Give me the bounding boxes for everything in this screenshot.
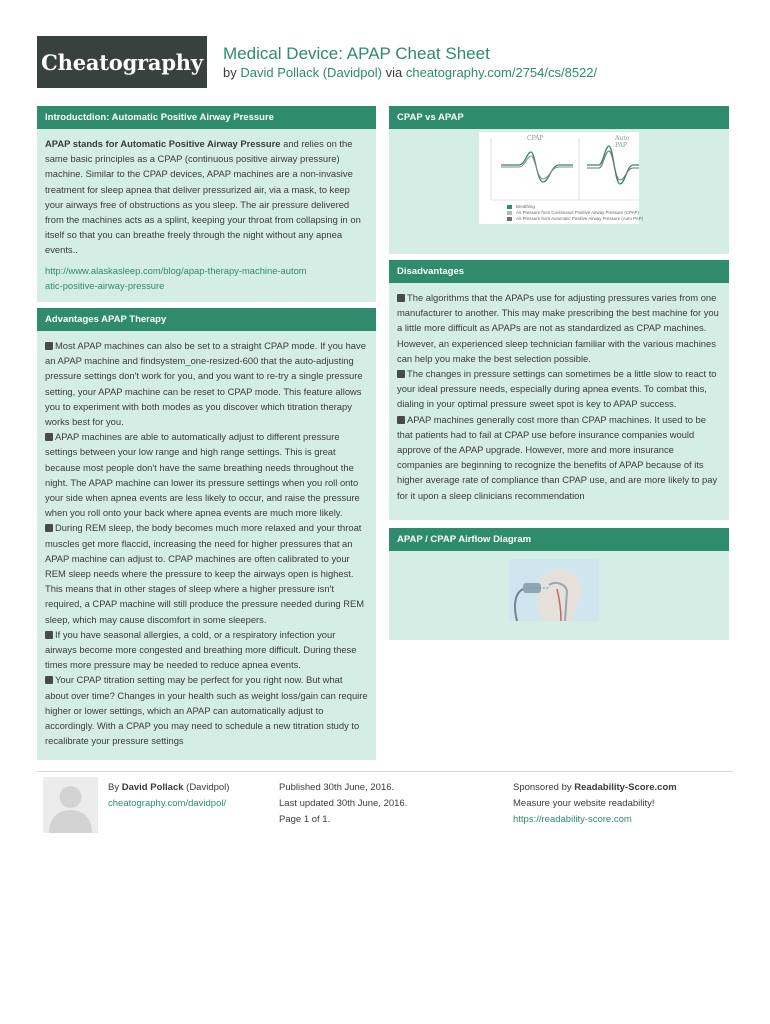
footer-publish-info	[279, 780, 407, 828]
bullet-icon	[45, 342, 53, 350]
intro-heading: Introductdion: Automatic Positive Airway Pressure	[37, 106, 376, 129]
legend-item: Breathing	[507, 204, 535, 209]
logo-text: Cheatography	[41, 49, 203, 75]
list-item: APAP machines are able to automatically adjust to different pressure settings between your low range and high range settings. This is great because most people don't have the same breathing needs throughout the night. The APAP machine can lower its pressure settings when you roll onto your side when apnea events are less likely to occur, and raise the pressure when you roll onto your back where apnea events are much more likely.	[45, 431, 360, 519]
legend-item: Air Pressure from Continuous Positive Airway Pressure (CPAP)	[507, 210, 639, 215]
cpap-vs-apap-section	[389, 106, 729, 254]
advantages-heading: Advantages APAP Therapy	[37, 308, 376, 331]
byline	[223, 65, 597, 80]
airflow-diagram-image	[509, 559, 599, 621]
list-item: Your CPAP titration setting may be perfect for you right now. But what about over time? Changes in your health such as weight loss/gain can require higher or lower settings, which an APAP can automatically adjust to accordingly. With a CPAP you may need to schedule a new titration study to recalibrate your pressure settings	[45, 674, 368, 747]
via-text: via	[385, 65, 403, 80]
legend-swatch	[507, 217, 512, 221]
disadvantages-heading: Disadvantages	[389, 260, 729, 283]
chart-left-title: CPAP	[527, 135, 544, 142]
intro-body	[37, 129, 376, 299]
pressure-comparison-figure	[479, 132, 644, 224]
updated-date: Last updated 30th June, 2016.	[279, 798, 408, 809]
list-item: If you have seasonal allergies, a cold, or a respiratory infection your airways become more congested and breathing more difficult. During these times more pressure may be needed to reduce apnea events.	[45, 628, 357, 671]
by-prefix: by	[223, 65, 237, 80]
footer-author-name: David Pollack	[121, 782, 184, 793]
footer-divider	[37, 771, 733, 772]
footer-sponsor	[513, 780, 677, 828]
advantages-section	[37, 308, 376, 760]
bullet-icon	[397, 416, 405, 424]
author-link[interactable]: David Pollack (Davidpol)	[240, 65, 382, 80]
airflow-heading: APAP / CPAP Airflow Diagram	[389, 528, 729, 551]
list-item: The algorithms that the APAPs use for adjusting pressures varies from one manufacturer to another. This may make prescribing the best machine for you a little more difficult as APAPs are not as standardized as CPAP machines. However, an experienced sleep technician familiar with the various machines can help you make the best selection possible.	[397, 292, 719, 364]
list-item: The changes in pressure settings can sometimes be a little slow to react to your ideal pressure needs, especially during apnea events. To combat this, dialing in your optimal pressure sweet spot is key to APAP success.	[397, 368, 717, 410]
intro-text: and relies on the same basic principles as a CPAP (continuous positive airway pressure) machine. Similar to the CPAP devices, APAP machines are a non-invasive treatment for sleep apnea that deliver pressurized air, via a mask, to keep your airways free of obstructions as you sleep. The air pressure delivered from the machines acts as a splint, keeping your throat from collapsing in on itself so that you can breathe freely through the night without any apnea events..	[45, 138, 361, 256]
bullet-icon	[45, 676, 53, 684]
footer-by-label: By	[108, 782, 120, 793]
sponsor-name: Readability-Score.com	[574, 782, 677, 793]
footer-author-link[interactable]: cheatography.com/davidpol/	[108, 798, 227, 809]
intro-section	[37, 106, 376, 302]
sheet-url-link[interactable]: cheatography.com/2754/cs/8522/	[405, 65, 598, 80]
disadvantages-section	[389, 260, 729, 520]
cheatography-logo[interactable]	[37, 36, 207, 88]
footer-author	[108, 780, 229, 812]
sponsor-label: Sponsored by	[513, 782, 572, 793]
intro-lead: APAP stands for Automatic Positive Airway Pressure	[45, 138, 281, 149]
list-item: Most APAP machines can also be set to a straight CPAP mode. If you have an APAP machine and findsystem_one-resized-600 that the auto-adjusting pressure settings don't work for you, and you want to re-try a single pressure setting, your APAP machine can be reset to CPAP mode. This feature allows you to experiment with both modes as you discover which titration therapy works best for you.	[45, 340, 366, 428]
bullet-icon	[45, 631, 53, 639]
author-avatar[interactable]	[43, 777, 98, 833]
airflow-section	[389, 528, 729, 640]
chart-right-title: Auto PAP	[615, 135, 630, 149]
cpap-vs-apap-heading: CPAP vs APAP	[389, 106, 729, 129]
published-date: Published 30th June, 2016.	[279, 782, 395, 793]
legend-swatch	[507, 205, 512, 209]
intro-source-link[interactable]: http://www.alaskasleep.com/blog/apap-therapy-machine-automatic-positive-airway-pressure	[45, 264, 307, 291]
sponsor-link[interactable]: https://readability-score.com	[513, 814, 632, 825]
bullet-icon	[397, 370, 405, 378]
page-title: Medical Device: APAP Cheat Sheet	[223, 44, 490, 63]
footer-author-handle: (Davidpol)	[186, 782, 230, 793]
bullet-icon	[45, 433, 53, 441]
sponsor-tagline: Measure your website readability!	[513, 798, 655, 809]
bullet-icon	[397, 294, 405, 302]
avatar-silhouette-icon	[43, 777, 98, 833]
legend-item: Air Pressure from Automatic Positive Airway Pressure (Auto PAP)	[507, 216, 643, 221]
bullet-icon	[45, 524, 53, 532]
page-count: Page 1 of 1.	[279, 814, 331, 825]
list-item: APAP machines generally cost more than CPAP machines. It used to be that patients had to fail at CPAP use before insurance companies would approve of the APAP upgrade. However, more and more insurance companies are beginning to recognize the benefits of APAP because of its higher average rate of compliance than CPAP use, and are more likely to pay for it upon a sleep clinicians recommendation	[397, 413, 718, 501]
list-item: During REM sleep, the body becomes much more relaxed and your throat muscles get more flaccid, increasing the need for higher pressures that an APAP machine can adjust to. CPAP machines are often calibrated to your REM sleep needs where the pressure to keep the airways open is highest. This means that in other stages of sleep where a higher pressure isn't required, a CPAP machine will still produce the pressure needed during REM sleep, which may cause discomfort in some sleepers.	[45, 522, 365, 625]
advantages-body	[37, 331, 376, 754]
legend-swatch	[507, 211, 512, 215]
head-airway-graphic	[509, 559, 599, 621]
disadvantages-body	[389, 283, 729, 509]
